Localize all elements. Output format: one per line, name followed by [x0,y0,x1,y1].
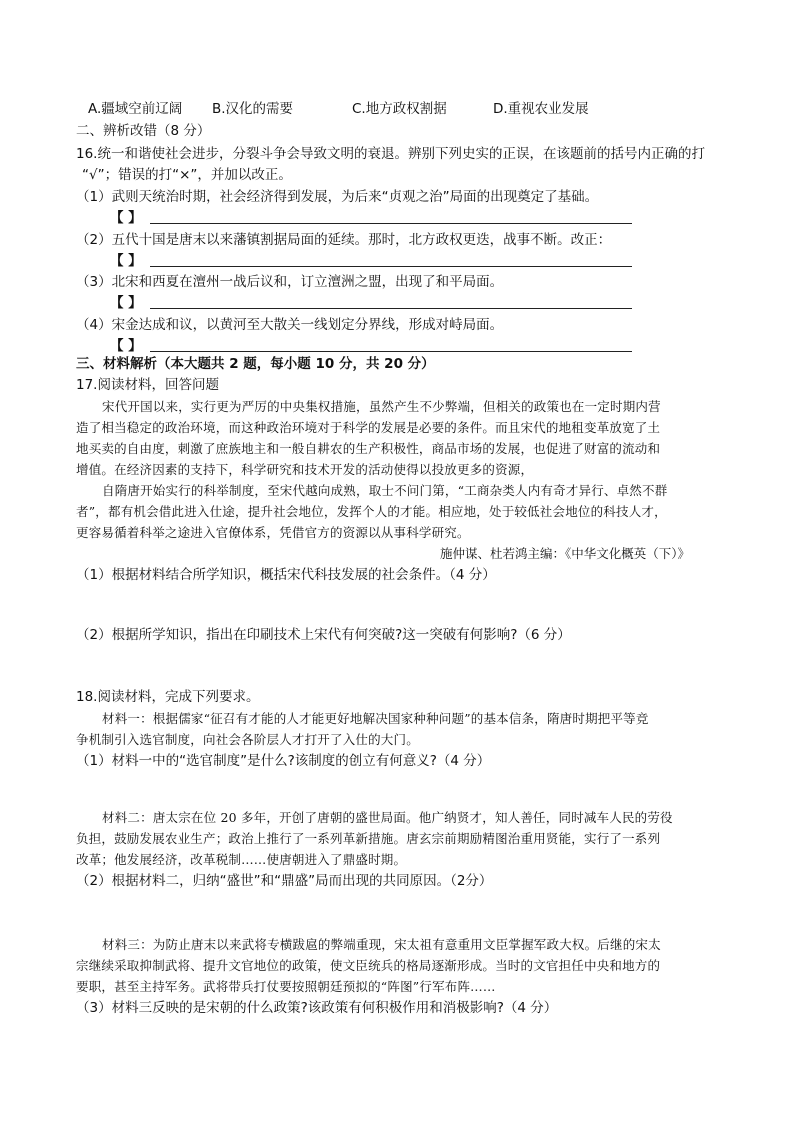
section2-title: 二、辨析改错（8 分） [76,123,211,139]
answer-bracket-3[interactable]: 【 】 [110,295,142,311]
q16-item-4: （4）宋金达成和议，以黄河至大散关一线划定分界线，形成对峙局面。 [76,317,504,333]
q17-prompt: 17.阅读材料，回答问题 [76,377,219,393]
q16-stem-line1: 16.统一和谐使社会进步，分裂斗争会导致文明的衰退。辨别下列史实的正误，在该题前的括号内正确的打 [76,146,705,162]
q17-material-line: 更容易循着科举之途进入官僚体系，凭借官方的资源以从事科学研究。 [76,525,470,540]
q18-sub2: （2）根据材料二，归纳“盛世”和“鼎盛”局而出现的共同原因。（2分） [76,873,493,889]
answer-bracket-1[interactable]: 【 】 [110,210,142,226]
answer-line-4[interactable] [150,351,632,352]
q18-material2-line: 材料二：唐太宗在位 20 多年，开创了唐朝的盛世局面。他广纳贤才，知人善任，同时减车人民的劳役 [102,810,673,825]
q18-material3-line: 材料三：为防止唐末以来武将专横跋扈的弊端重现，宋太祖有意重用文臣掌握军政大权。后继的宋太 [102,937,661,952]
q18-material2-line: 负担，鼓励发展农业生产；政治上推行了一系列革新措施。唐玄宗前期励精图治重用贤能，实行了一系列 [76,831,661,846]
q16-item-1: （1）武则天统治时期，社会经济得到发展，为后来“贞观之治”局面的出现奠定了基础。 [76,189,599,205]
q18-material3-line: 宗继续采取抑制武将、提升文官地位的政策，使文臣统兵的格局逐渐形成。当时的文官担任中央和地方的 [76,958,661,973]
q18-material3-line: 要职，甚至主持军务。武将带兵打仗要按照朝廷预拟的“阵图”行军布阵…… [76,979,496,994]
option-c: C.地方政权割据 [352,101,447,117]
answer-bracket-4[interactable]: 【 】 [110,338,142,354]
q18-sub1: （1）材料一中的“选官制度”是什么?该制度的创立有何意义?（4 分） [76,753,491,769]
q18-material1-line: 材料一：根据儒家“征召有才能的人才能更好地解决国家种种问题”的基本信条，隋唐时期把平等竞 [102,711,649,726]
q17-sub2: （2）根据所学知识，指出在印刷技术上宋代有何突破?这一突破有何影响?（6 分） [76,627,571,643]
q17-material-line: 宋代开国以来，实行更为严厉的中央集权措施，虽然产生不少弊端，但相关的政策也在一定时期内营 [102,399,661,414]
answer-line-1[interactable] [150,223,632,224]
q17-material-line: 造了相当稳定的政治环境，而这种政治环境对于科学的发展是必要的条件。而且宋代的地租变革放宽了土 [76,420,661,435]
option-b: B.汉化的需要 [212,101,294,117]
q16-item-2: （2）五代十国是唐末以来藩镇割据局面的延续。那时，北方政权更迭，战事不断。改正： [76,232,612,248]
answer-line-3[interactable] [150,308,632,309]
option-a: A.疆域空前辽阔 [88,101,183,117]
q16-stem-line2: “√”；错误的打“×”，并加以改正。 [82,167,292,183]
q18-material2-line: 改革；他发展经济，改革税制……使唐朝进入了鼎盛时期。 [76,852,407,867]
q17-sub1: （1）根据材料结合所学知识，概括宋代科技发展的社会条件。（4 分） [76,567,496,583]
q17-material-line: 自隋唐开始实行的科举制度，至宋代越向成熟，取士不问门第，“工商杂类人内有奇才异行、卓然不群 [102,483,668,498]
q17-source: 施仲谋、杜若鸿主编：《中华文化概英（下）》 [440,546,691,561]
q17-material-line: 地买卖的自由度，刺激了庶族地主和一般自耕农的生产积极性，商品市场的发展，也促进了财富的流动和 [76,441,661,456]
q18-prompt: 18.阅读材料，完成下列要求。 [76,689,260,705]
option-d: D.重视农业发展 [493,101,589,117]
q17-material-line: 增值。在经济因素的支持下，科学研究和技术开发的活动使得以投放更多的资源， [76,462,534,477]
section3-title: 三、材料解析（本大题共 2 题，每小题 10 分，共 20 分） [76,356,435,372]
q16-item-3: （3）北宋和西夏在澶州一战后议和，订立澶洲之盟，出现了和平局面。 [76,274,504,290]
q17-material-line: 者”，都有机会借此进入仕途，提升社会地位，发挥个人的才能。相应地，处于较低社会地位的科技人才， [76,504,667,519]
q18-sub3: （3）材料三反映的是宋朝的什么政策?该政策有何积极作用和消极影响?（4 分） [76,1000,558,1016]
q18-material1-line: 争机制引入选官制度，向社会各阶层人才打开了入仕的大门。 [76,732,419,747]
answer-bracket-2[interactable]: 【 】 [110,253,142,269]
answer-line-2[interactable] [150,266,632,267]
